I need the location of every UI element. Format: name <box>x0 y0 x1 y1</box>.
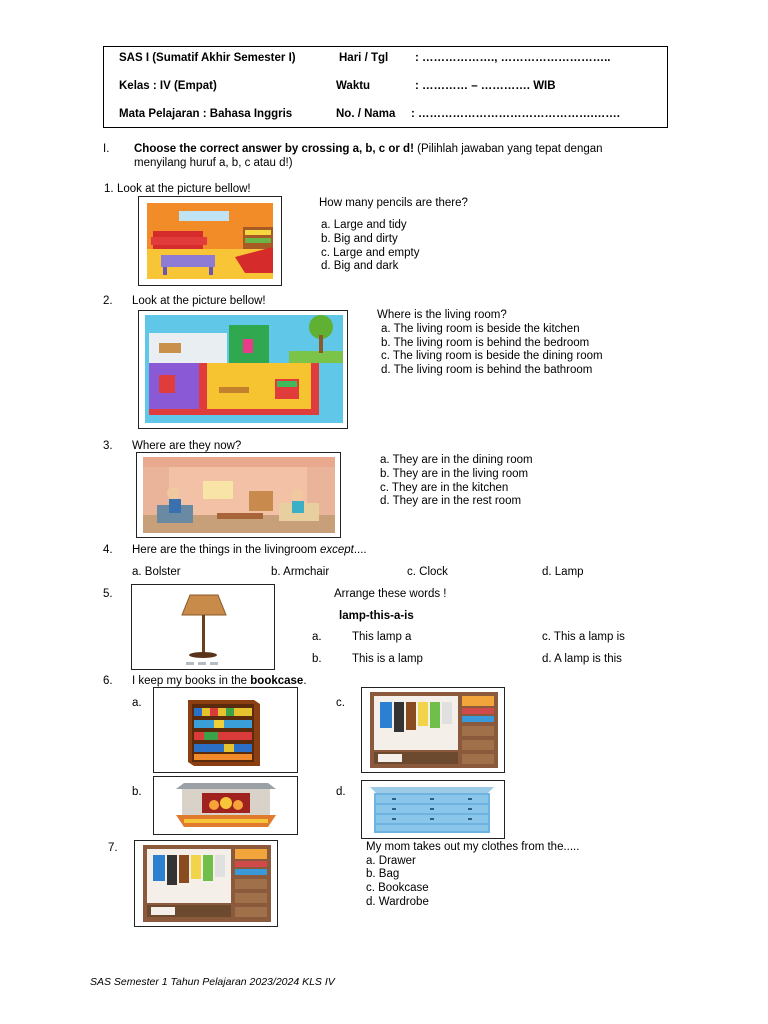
q4-option-d[interactable]: d. Lamp <box>542 566 584 578</box>
section-instruction <box>134 142 603 156</box>
q7-question: My mom takes out my clothes from the..... <box>366 841 580 853</box>
q5-number: 5. <box>103 588 113 600</box>
q1-living-room-image <box>138 196 282 286</box>
q6-number: 6. <box>103 675 113 687</box>
header-class: Kelas : IV (Empat) <box>119 80 217 92</box>
q6-option-c-letter: c. <box>336 697 345 709</box>
instruction-bold: Choose the correct answer by crossing a, b, c or d! <box>134 143 414 155</box>
q6-text <box>132 674 307 688</box>
q2-option-b[interactable]: b. The living room is behind the bedroom <box>381 337 590 349</box>
q4-number: 4. <box>103 544 113 556</box>
q2-number: 2. <box>103 295 113 307</box>
q3-option-d[interactable]: d. They are in the rest room <box>380 495 522 507</box>
q6-option-c-wardrobe-image[interactable] <box>361 687 505 773</box>
q4-text-main: Here are the things in the livingroom <box>132 544 320 556</box>
header-exam-title: SAS I (Sumatif Akhir Semester I) <box>119 52 296 64</box>
q1-option-c[interactable]: c. Large and empty <box>321 247 420 259</box>
q4-option-c[interactable]: c. Clock <box>407 566 448 578</box>
q6-option-b-fireplace-image[interactable] <box>153 776 298 835</box>
q2-option-d[interactable]: d. The living room is behind the bathroom <box>381 364 593 376</box>
q4-text-end: .... <box>353 544 367 556</box>
q4-text-italic: except <box>319 544 354 556</box>
q5-option-b-letter: b. <box>312 653 322 665</box>
q4-text <box>132 543 367 557</box>
q5-option-c[interactable]: c. This a lamp is <box>542 631 625 643</box>
q2-text: Look at the picture bellow! <box>132 295 266 307</box>
q1-option-a[interactable]: a. Large and tidy <box>321 219 407 231</box>
q7-option-a[interactable]: a. Drawer <box>366 855 416 867</box>
header-name-field[interactable]: : ……………………………………….……. <box>411 108 620 120</box>
q4-option-a[interactable]: a. Bolster <box>132 566 181 578</box>
q3-text: Where are they now? <box>132 440 242 452</box>
header-date-field[interactable]: : ………………., ……………………….. <box>415 52 611 64</box>
q6-text-end: . <box>303 675 307 687</box>
q5-option-b[interactable]: This is a lamp <box>352 653 423 665</box>
q6-option-d-drawer-image[interactable] <box>361 780 505 839</box>
header-name-label: No. / Nama <box>336 108 396 120</box>
q1-option-b[interactable]: b. Big and dirty <box>321 233 398 245</box>
q5-option-a[interactable]: This lamp a <box>352 631 412 643</box>
q2-option-a[interactable]: a. The living room is beside the kitchen <box>381 323 580 335</box>
q2-house-plan-image <box>138 310 348 429</box>
q5-words: lamp-this-a-is <box>339 610 414 622</box>
q3-family-living-room-image <box>136 452 341 538</box>
q1-text: Look at the picture bellow! <box>117 183 251 195</box>
q2-question: Where is the living room? <box>377 309 507 321</box>
q7-option-d[interactable]: d. Wardrobe <box>366 896 429 908</box>
q6-text-main: I keep my books in the <box>132 675 251 687</box>
q6-option-a-letter: a. <box>132 697 142 709</box>
instruction-line2: menyilang huruf a, b, c atau d!) <box>134 157 293 169</box>
section-number: I. <box>103 143 110 155</box>
q6-text-bold: bookcase <box>250 675 304 687</box>
q5-instruction: Arrange these words ! <box>334 588 447 600</box>
instruction-rest: (Pilihlah jawaban yang tepat dengan <box>413 143 603 155</box>
q5-option-d[interactable]: d. A lamp is this <box>542 653 622 665</box>
q1-number: 1. <box>104 183 114 195</box>
q5-lamp-image <box>131 584 275 670</box>
q3-option-a[interactable]: a. They are in the dining room <box>380 454 533 466</box>
header-time-label: Waktu <box>336 80 371 92</box>
q7-wardrobe-image <box>134 840 278 927</box>
q4-option-b[interactable]: b. Armchair <box>271 566 330 578</box>
q3-option-b[interactable]: b. They are in the living room <box>380 468 529 480</box>
q6-option-d-letter: d. <box>336 786 346 798</box>
q1-option-d[interactable]: d. Big and dark <box>321 260 399 272</box>
header-subject: Mata Pelajaran : Bahasa Inggris <box>119 108 293 120</box>
q7-option-b[interactable]: b. Bag <box>366 868 400 880</box>
page-footer: SAS Semester 1 Tahun Pelajaran 2023/2024 KLS IV <box>90 976 335 988</box>
q2-option-c[interactable]: c. The living room is beside the dining room <box>381 350 603 362</box>
header-date-label: Hari / Tgl <box>339 52 389 64</box>
q6-option-a-bookshelf-image[interactable] <box>153 687 298 773</box>
q7-number: 7. <box>108 842 118 854</box>
q3-number: 3. <box>103 440 113 452</box>
q3-option-c[interactable]: c. They are in the kitchen <box>380 482 509 494</box>
header-time-field[interactable]: : ………… – …………. WIB <box>415 80 556 92</box>
q1-question: How many pencils are there? <box>319 197 468 209</box>
q7-option-c[interactable]: c. Bookcase <box>366 882 429 894</box>
q6-option-b-letter: b. <box>132 786 142 798</box>
q5-option-a-letter: a. <box>312 631 322 643</box>
